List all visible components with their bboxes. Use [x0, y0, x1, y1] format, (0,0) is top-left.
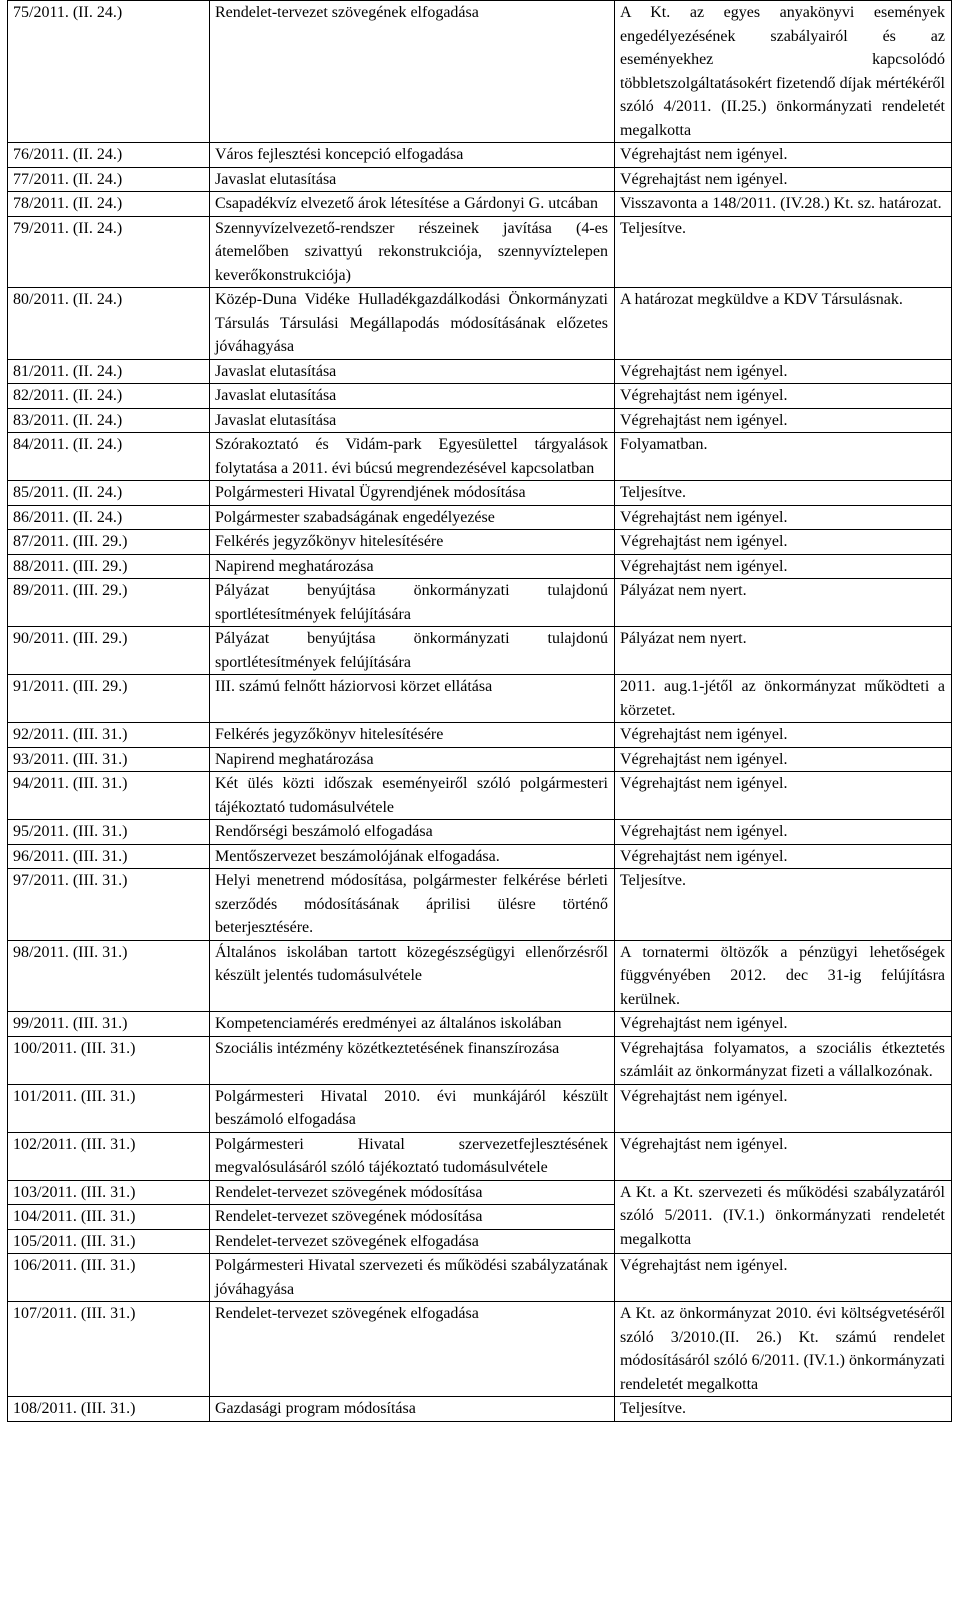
resolution-number: 76/2011. (II. 24.): [8, 143, 210, 168]
resolution-number: 85/2011. (II. 24.): [8, 481, 210, 506]
resolution-number: 79/2011. (II. 24.): [8, 216, 210, 288]
resolution-status: Teljesítve.: [614, 481, 951, 506]
resolution-number: 77/2011. (II. 24.): [8, 167, 210, 192]
resolution-number: 108/2011. (III. 31.): [8, 1397, 210, 1422]
table-row: [8, 1254, 952, 1302]
resolution-status: A Kt. a Kt. szervezeti és működési szabályzatáról szóló 5/2011. (IV.1.) önkormányzati rendeletét megalkotta: [614, 1180, 951, 1254]
table-row: [8, 530, 952, 555]
resolution-subject: Felkérés jegyzőkönyv hitelesítésére: [209, 723, 614, 748]
resolution-number: 100/2011. (III. 31.): [8, 1036, 210, 1084]
resolution-status: Végrehajtást nem igényel.: [614, 747, 951, 772]
resolution-number: 101/2011. (III. 31.): [8, 1084, 210, 1132]
resolution-status: Pályázat nem nyert.: [614, 627, 951, 675]
resolution-number: 83/2011. (II. 24.): [8, 408, 210, 433]
resolution-number: 84/2011. (II. 24.): [8, 433, 210, 481]
table-row: [8, 1012, 952, 1037]
resolution-subject: Javaslat elutasítása: [209, 408, 614, 433]
resolution-status: Végrehajtást nem igényel.: [614, 772, 951, 820]
resolution-number: 90/2011. (III. 29.): [8, 627, 210, 675]
resolution-subject: Javaslat elutasítása: [209, 167, 614, 192]
resolution-number: 88/2011. (III. 29.): [8, 554, 210, 579]
resolution-number: 105/2011. (III. 31.): [8, 1229, 210, 1254]
table-row: [8, 288, 952, 360]
resolution-status: Végrehajtást nem igényel.: [614, 554, 951, 579]
resolution-status: Folyamatban.: [614, 433, 951, 481]
resolution-number: 87/2011. (III. 29.): [8, 530, 210, 555]
resolution-number: 99/2011. (III. 31.): [8, 1012, 210, 1037]
resolution-subject: Közép-Duna Vidéke Hulladékgazdálkodási Önkormányzati Társulás Társulási Megállapodás módosításának előzetes jóváhagyása: [209, 288, 614, 360]
resolution-number: 92/2011. (III. 31.): [8, 723, 210, 748]
table-row: [8, 1, 952, 143]
table-row: [8, 820, 952, 845]
resolution-status: Végrehajtást nem igényel.: [614, 359, 951, 384]
resolution-subject: Csapadékvíz elvezető árok létesítése a Gárdonyi G. utcában: [209, 192, 614, 217]
table-row: [8, 747, 952, 772]
resolution-status: Visszavonta a 148/2011. (IV.28.) Kt. sz. határozat.: [614, 192, 951, 217]
resolution-status: Teljesítve.: [614, 216, 951, 288]
resolution-subject: Mentőszervezet beszámolójának elfogadása.: [209, 844, 614, 869]
resolution-subject: Szociális intézmény közétkeztetésének finanszírozása: [209, 1036, 614, 1084]
resolution-status: Teljesítve.: [614, 1397, 951, 1422]
resolution-subject: Kompetenciamérés eredményei az általános iskolában: [209, 1012, 614, 1037]
table-row: [8, 359, 952, 384]
resolution-subject: Pályázat benyújtása önkormányzati tulajdonú sportlétesítmények felújítására: [209, 579, 614, 627]
resolution-number: 103/2011. (III. 31.): [8, 1180, 210, 1205]
resolution-number: 80/2011. (II. 24.): [8, 288, 210, 360]
table-row: [8, 772, 952, 820]
resolution-subject: Rendelet-tervezet szövegének elfogadása: [209, 1302, 614, 1397]
resolution-status: Végrehajtást nem igényel.: [614, 505, 951, 530]
resolution-subject: Rendelet-tervezet szövegének elfogadása: [209, 1229, 614, 1254]
resolution-number: 89/2011. (III. 29.): [8, 579, 210, 627]
resolution-status: Teljesítve.: [614, 869, 951, 941]
resolution-number: 106/2011. (III. 31.): [8, 1254, 210, 1302]
resolution-number: 93/2011. (III. 31.): [8, 747, 210, 772]
table-row: [8, 844, 952, 869]
resolution-subject: Polgármesteri Hivatal Ügyrendjének módosítása: [209, 481, 614, 506]
resolution-status: Végrehajtása folyamatos, a szociális étkeztetés számláit az önkormányzat fizeti a vállalkozónak.: [614, 1036, 951, 1084]
table-row: [8, 940, 952, 1012]
resolution-status: A Kt. az önkormányzat 2010. évi költségvetéséről szóló 3/2010.(II. 26.) Kt. számú rendelet módosításáról szóló 6/2011. (IV.1.) önkormányzati rendeletét megalkotta: [614, 1302, 951, 1397]
table-row: [8, 143, 952, 168]
resolution-number: 96/2011. (III. 31.): [8, 844, 210, 869]
table-row: [8, 579, 952, 627]
resolution-number: 82/2011. (II. 24.): [8, 384, 210, 409]
table-row: [8, 1302, 952, 1397]
table-row: [8, 1180, 952, 1205]
resolution-number: 97/2011. (III. 31.): [8, 869, 210, 941]
table-row: [8, 1084, 952, 1132]
table-row: [8, 505, 952, 530]
resolution-subject: Napirend meghatározása: [209, 747, 614, 772]
resolution-status: Végrehajtást nem igényel.: [614, 408, 951, 433]
resolution-number: 78/2011. (II. 24.): [8, 192, 210, 217]
table-row: [8, 192, 952, 217]
resolution-number: 107/2011. (III. 31.): [8, 1302, 210, 1397]
table-row: [8, 481, 952, 506]
resolution-subject: Helyi menetrend módosítása, polgármester felkérése bérleti szerződés módosításának áprilisi ülésre történő beterjesztésére.: [209, 869, 614, 941]
table-row: [8, 167, 952, 192]
resolution-subject: Általános iskolában tartott közegészségügyi ellenőrzésről készült jelentés tudomásulvétele: [209, 940, 614, 1012]
resolution-number: 98/2011. (III. 31.): [8, 940, 210, 1012]
table-row: [8, 216, 952, 288]
resolution-number: 95/2011. (III. 31.): [8, 820, 210, 845]
resolution-status: A Kt. az egyes anyakönyvi események engedélyezésének szabályairól és az eseményekhez kapcsolódó többletszolgáltatásokért fizetendő díjak mértékéről szóló 4/2011. (II.25.) önkormányzati rendeletét megalkotta: [614, 1, 951, 143]
resolution-subject: Polgármesteri Hivatal szervezeti és működési szabályzatának jóváhagyása: [209, 1254, 614, 1302]
resolution-number: 94/2011. (III. 31.): [8, 772, 210, 820]
resolution-status: Végrehajtást nem igényel.: [614, 820, 951, 845]
resolution-subject: Polgármesteri Hivatal 2010. évi munkájáról készült beszámoló elfogadása: [209, 1084, 614, 1132]
resolution-status: Végrehajtást nem igényel.: [614, 530, 951, 555]
table-row: [8, 627, 952, 675]
resolution-status: A tornatermi öltözők a pénzügyi lehetőségek függvényében 2012. dec 31-ig felújításra kerülnek.: [614, 940, 951, 1012]
resolution-status: Végrehajtást nem igényel.: [614, 143, 951, 168]
resolution-status: Végrehajtást nem igényel.: [614, 167, 951, 192]
resolution-status: Pályázat nem nyert.: [614, 579, 951, 627]
resolution-status: Végrehajtást nem igényel.: [614, 1012, 951, 1037]
resolution-number: 91/2011. (III. 29.): [8, 675, 210, 723]
resolution-number: 86/2011. (II. 24.): [8, 505, 210, 530]
resolutions-table-body: [8, 1, 952, 1422]
resolution-subject: Javaslat elutasítása: [209, 359, 614, 384]
resolution-status: 2011. aug.1-jétől az önkormányzat működteti a körzetet.: [614, 675, 951, 723]
resolution-status: Végrehajtást nem igényel.: [614, 844, 951, 869]
table-row: [8, 1397, 952, 1422]
resolution-subject: Javaslat elutasítása: [209, 384, 614, 409]
resolution-subject: Polgármester szabadságának engedélyezése: [209, 505, 614, 530]
table-row: [8, 723, 952, 748]
resolution-subject: Felkérés jegyzőkönyv hitelesítésére: [209, 530, 614, 555]
resolution-subject: Napirend meghatározása: [209, 554, 614, 579]
resolution-number: 81/2011. (II. 24.): [8, 359, 210, 384]
resolution-subject: Gazdasági program módosítása: [209, 1397, 614, 1422]
resolution-status: Végrehajtást nem igényel.: [614, 1084, 951, 1132]
table-row: [8, 384, 952, 409]
table-row: [8, 1132, 952, 1180]
resolution-subject: Két ülés közti időszak eseményeiről szóló polgármesteri tájékoztató tudomásulvétele: [209, 772, 614, 820]
resolution-status: Végrehajtást nem igényel.: [614, 384, 951, 409]
resolution-number: 102/2011. (III. 31.): [8, 1132, 210, 1180]
resolution-subject: Pályázat benyújtása önkormányzati tulajdonú sportlétesítmények felújítására: [209, 627, 614, 675]
resolution-status: A határozat megküldve a KDV Társulásnak.: [614, 288, 951, 360]
resolution-subject: Szórakoztató és Vidám-park Egyesülettel tárgyalások folytatása a 2011. évi búcsú megrendezésével kapcsolatban: [209, 433, 614, 481]
table-row: [8, 408, 952, 433]
resolution-subject: III. számú felnőtt háziorvosi körzet ellátása: [209, 675, 614, 723]
resolution-subject: Rendelet-tervezet szövegének módosítása: [209, 1180, 614, 1205]
resolution-status: Végrehajtást nem igényel.: [614, 723, 951, 748]
resolution-subject: Rendelet-tervezet szövegének elfogadása: [209, 1, 614, 143]
table-row: [8, 675, 952, 723]
resolutions-table: [7, 0, 952, 1422]
table-row: [8, 1036, 952, 1084]
table-row: [8, 554, 952, 579]
resolution-status: Végrehajtást nem igényel.: [614, 1254, 951, 1302]
resolution-subject: Város fejlesztési koncepció elfogadása: [209, 143, 614, 168]
resolution-subject: Polgármesteri Hivatal szervezetfejlesztésének megvalósulásáról szóló tájékoztató tudomásulvétele: [209, 1132, 614, 1180]
table-row: [8, 433, 952, 481]
resolution-subject: Rendőrségi beszámoló elfogadása: [209, 820, 614, 845]
table-row: [8, 869, 952, 941]
resolution-number: 104/2011. (III. 31.): [8, 1205, 210, 1230]
resolution-subject: Szennyvízelvezető-rendszer részeinek javítása (4-es átemelőben szivattyú rekonstrukciója, szennyvíztelepen keverőkonstrukciója): [209, 216, 614, 288]
resolution-status: Végrehajtást nem igényel.: [614, 1132, 951, 1180]
resolution-subject: Rendelet-tervezet szövegének módosítása: [209, 1205, 614, 1230]
resolution-number: 75/2011. (II. 24.): [8, 1, 210, 143]
